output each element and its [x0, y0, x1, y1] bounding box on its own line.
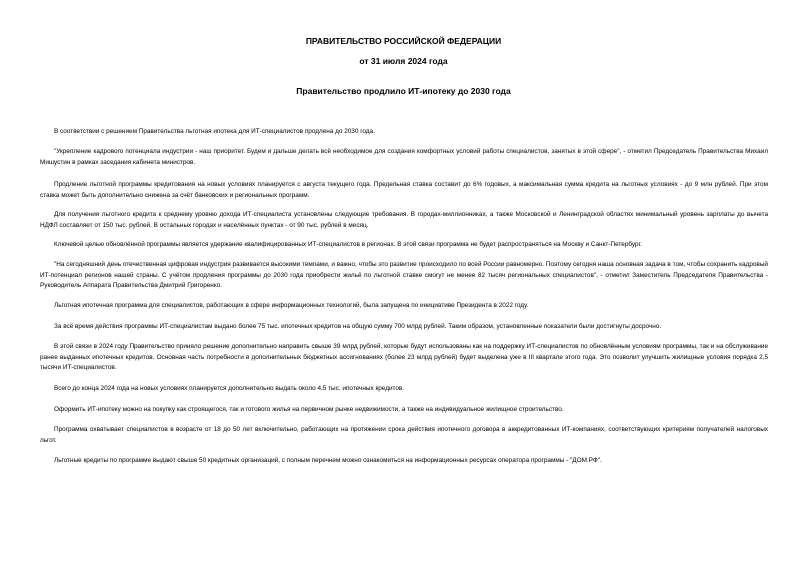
paragraph: Ключевой целью обновлённой программы является удержание квалифицированных ИТ-специалистов в регионах. В этой связи программа не будет распространяться на Москву и Санкт-Петербург. — [54, 241, 642, 248]
paragraph: "На сегодняшний день отечественная цифровая индустрия развивается высокими темпами, и важно, чтобы это развитие происходило по всей России равномерно. Поэтому сегодня наша основная задача в том, чтобы сохранить кадровый ИТ-потенциал регионов нашей страны. С учётом продления программы до 2030 года приобрести жильё по льготной ставке смогут не менее 82 тысяч региональных специалистов", - отметил Заместитель Председателя Правительства - Руководитель Аппарата Правительства Дмитрий Григоренко. — [40, 261, 768, 289]
paragraph: Льготные кредиты по программе выдают свыше 50 кредитных организаций, с полным перечнем можно ознакомиться на информационных ресурсах оператора программы - "ДОМ.РФ". — [54, 457, 602, 464]
issuer-heading: ПРАВИТЕЛЬСТВО РОССИЙСКОЙ ФЕДЕРАЦИИ — [305, 36, 502, 46]
paragraph: За всё время действия программы ИТ-специалистам выдано более 75 тыс. ипотечных кредитов на общую сумму 700 млрд рублей. Таким образом, установленные показатели были достигнуты досрочно. — [54, 323, 662, 330]
paragraph: В соответствии с решением Правительства льготная ипотека для ИТ-специалистов продлена до 2030 года. — [54, 128, 375, 135]
paragraph: Программа охватывает специалистов в возрасте от 18 до 50 лет включительно, работающих на протяжении срока действия ипотечного договора в аккредитованных ИТ-компаниях, соответствующих критериям получателей налоговых льгот. — [40, 426, 768, 444]
document-date: от 31 июля 2024 года — [359, 56, 448, 66]
paragraph: В этой связи в 2024 году Правительство приняло решение дополнительно направить свыше 39 млрд рублей, которые будут использованы как на поддержку ИТ-специалистов по обновлённым условиям программы, так и на обслуживание ранее выданных ипотечных кредитов. Основная часть потребности в дополнительных бюджетных ассигнованиях (более 23 млрд рублей) будет выделена уже в III квартале этого года. Это позволит улучшить жилищные условия порядка 2,5 тысячи ИТ-специалистов. — [40, 343, 768, 371]
paragraph: Всего до конца 2024 года на новых условиях планируется дополнительно выдать около 4,5 тыс. ипотечных кредитов. — [54, 385, 405, 392]
paragraph: Для получения льготного кредита к среднему уровню дохода ИТ-специалиста установлены следующие требования. В городах-миллионниках, а также Московской и Ленинградской областях минимальный уровень зарплаты до вычета НДФЛ составляет от 150 тыс. рублей. В остальных городах и населённых пунктах - от 90 тыс. рублей в месяц. — [40, 211, 768, 229]
paragraph: Оформить ИТ-ипотеку можно на покупку как строящегося, так и готового жилья на первичном рынке недвижимости, а также на индивидуальное жилищное строительство. — [54, 406, 564, 413]
document-title: Правительство продлило ИТ-ипотеку до 2030 года — [296, 86, 511, 96]
paragraph: "Укрепление кадрового потенциала индустрии - наш приоритет. Будем и дальше делать всё необходимое для создания комфортных условий работы специалистов, занятых в этой сфере", - отметил Председатель Правительства Михаил Мишустин в рамках заседания кабинета министров. — [40, 148, 768, 166]
paragraph: Продление льготной программы кредитования на новых условиях планируется с августа текущего года. Предельная ставка составит до 6% годовых, а максимальная сумма кредита на льготных условиях - до 9 млн рублей. При этом ставка может быть дополнительно снижена за счёт банковских и региональных программ. — [40, 181, 768, 199]
paragraph: Льготная ипотечная программа для специалистов, работающих в сфере информационных технологий, была запущена по инициативе Президента в 2022 году. — [54, 302, 529, 309]
